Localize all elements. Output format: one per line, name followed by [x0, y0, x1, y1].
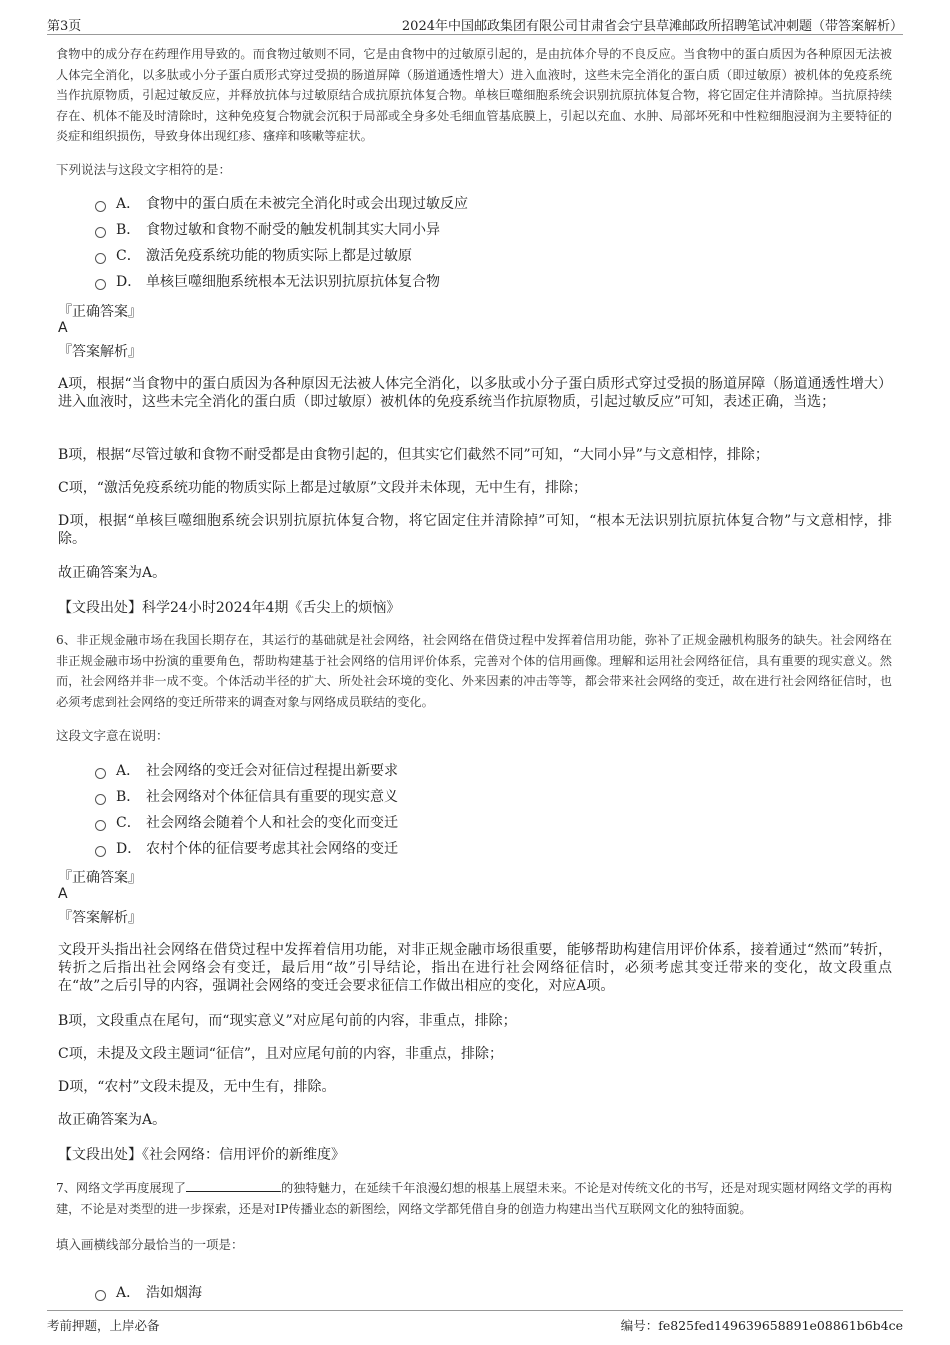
page-header [47, 10, 903, 35]
q5-option-a[interactable]: A． 食物中的蛋白质在未被完全消化时或会出现过敏反应 [95, 194, 468, 214]
q7-passage: 7、网络文学再度展现了 的独特魅力，在延续千年浪漫幻想的根基上展望未来。不论是对传统文化的书写，还是对现实题材网络文学的再构建，不论是对类型的进一步探索，还是对IP传播业态的新图绘，网络文学都凭借自身的创造力构建出当代互联网文化的独特面貌。 [56, 1181, 893, 1216]
radio-icon[interactable] [95, 279, 106, 290]
q5-prompt: 下列说法与这段文字相符的是： [56, 162, 232, 177]
q7-prompt: 填入画横线部分最恰当的一项是： [56, 1237, 244, 1252]
q6-option-a[interactable]: A． 社会网络的变迁会对征信过程提出新要求 [95, 761, 398, 781]
radio-icon[interactable] [95, 227, 106, 238]
fill-in-blank[interactable] [186, 1179, 281, 1192]
q6-answer: A [58, 886, 68, 902]
q5-analysis-a: A项，根据“当食物中的蛋白质因为各种原因无法被人体完全消化，以多肽或小分子蛋白质形式穿过受损的肠道屏障（肠道通透性增大）进入血液时，这些未完全消化的蛋白质（即过敏原）被机体的免疫系统当作抗原物质，引起过敏反应”可知，表述正确，当选； [58, 376, 892, 410]
q6-conclusion: 故正确答案为A。 [58, 1112, 167, 1128]
page-number: 第3页 [47, 19, 82, 34]
q6-passage: 6、非正规金融市场在我国长期存在，其运行的基础就是社会网络，社会网络在借贷过程中发挥着信用功能，弥补了正规金融机构服务的缺失。社会网络在非正规金融市场中扮演的重要角色，帮助构建基于社会网络的信用评价体系，完善对个体的信用画像。理解和运用社会网络征信，具有重要的现实意义。然而，社会网络并非一成不变。个体活动半径的扩大、所处社会环境的变化、外来因素的冲击等等，都会带来社会网络的变迁，故在进行社会网络征信时，也必须考虑到社会网络的变迁所带来的调查对象与网络成员联结的变化。 [56, 633, 892, 709]
q5-analysis-d: D项，根据“单核巨噬细胞系统会识别抗原抗体复合物，将它固定住并清除掉”可知，“根本无法识别抗原抗体复合物”与文意相悖，排除。 [58, 513, 892, 547]
q6-analysis-b: B项，文段重点在尾句，而“现实意义”对应尾句前的内容，非重点，排除； [58, 1013, 517, 1029]
q5-option-b[interactable]: B． 食物过敏和食物不耐受的触发机制其实大同小异 [95, 220, 440, 240]
q7-option-a[interactable]: A． 浩如烟海 [95, 1283, 202, 1303]
q5-answer-title: 『正确答案』 [58, 304, 142, 320]
q6-source: 【文段出处】《社会网络：信用评价的新维度》 [58, 1147, 345, 1163]
document-id: 编号：fe825fed149639658891e08861b6b4ce [620, 1318, 903, 1333]
q6-analysis-d: D项，“农村”文段未提及，无中生有，排除。 [58, 1079, 336, 1095]
q5-analysis-c: C项，“激活免疫系统功能的物质实际上都是过敏原”文段并未体现，无中生有，排除； [58, 480, 588, 496]
q6-option-b[interactable]: B． 社会网络对个体征信具有重要的现实意义 [95, 787, 398, 807]
page-footer [47, 1310, 903, 1335]
q5-passage: 食物中的成分存在药理作用导致的。而食物过敏则不同，它是由食物中的过敏原引起的，是由抗体介导的不良反应。当食物中的蛋白质因为各种原因无法被人体完全消化，以多肽或小分子蛋白质形式穿过受损的肠道屏障（肠道通透性增大）进入血液时，这些未完全消化的蛋白质（即过敏原）被机体的免疫系统当作抗原物质，引起过敏反应，并释放抗体与过敏原结合成抗原抗体复合物。单核巨噬细胞系统会识别抗原抗体复合物，将它固定住并清除掉。当抗原持续存在、机体不能及时清除时，这种免疫复合物就会沉积于局部或全身多处毛细血管基底膜上，引起以充血、水肿、局部坏死和中性粒细胞浸润为主要特征的炎症和组织损伤，导致身体出现红疹、瘙痒和咳嗽等症状。 [56, 47, 892, 143]
q6-prompt: 这段文字意在说明： [56, 728, 169, 743]
radio-icon[interactable] [95, 1290, 106, 1301]
q6-option-c[interactable]: C． 社会网络会随着个人和社会的变化而变迁 [95, 813, 398, 833]
q6-analysis-main: 文段开头指出社会网络在借贷过程中发挥着信用功能，对非正规金融市场很重要，能够帮助构建信用评价体系，接着通过“然而”转折，转折之后指出社会网络会有变迁，最后用“故”引导结论，指出在进行社会网络征信时，必须考虑其变迁带来的变化，故文段重点在“故”之后引导的内容，强调社会网络的变迁会要求征信工作做出相应的变化，对应A项。 [58, 942, 892, 994]
q5-source: 【文段出处】科学24小时2024年4期《舌尖上的烦恼》 [58, 600, 401, 616]
q6-analysis-title: 『答案解析』 [58, 910, 142, 926]
document-title: 2024年中国邮政集团有限公司甘肃省会宁县草滩邮政所招聘笔试冲刺题（带答案解析） [401, 19, 903, 34]
q6-analysis-c: C项，未提及文段主题词“征信”，且对应尾句前的内容，非重点，排除； [58, 1046, 504, 1062]
q6-option-d[interactable]: D． 农村个体的征信要考虑其社会网络的变迁 [95, 839, 398, 859]
q6-answer-title: 『正确答案』 [58, 870, 142, 886]
radio-icon[interactable] [95, 820, 106, 831]
q5-option-d[interactable]: D． 单核巨噬细胞系统根本无法识别抗原抗体复合物 [95, 272, 440, 292]
radio-icon[interactable] [95, 201, 106, 212]
q5-analysis-b: B项，根据“尽管过敏和食物不耐受都是由食物引起的，但其实它们截然不同”可知，“大同小异”与文意相悖，排除； [58, 447, 769, 463]
q5-option-c[interactable]: C． 激活免疫系统功能的物质实际上都是过敏原 [95, 246, 412, 266]
q5-conclusion: 故正确答案为A。 [58, 565, 167, 581]
q5-analysis-title: 『答案解析』 [58, 344, 142, 360]
radio-icon[interactable] [95, 768, 106, 779]
q5-answer: A [58, 320, 68, 336]
footer-slogan: 考前押题，上岸必备 [47, 1318, 160, 1333]
radio-icon[interactable] [95, 794, 106, 805]
radio-icon[interactable] [95, 253, 106, 264]
radio-icon[interactable] [95, 846, 106, 857]
